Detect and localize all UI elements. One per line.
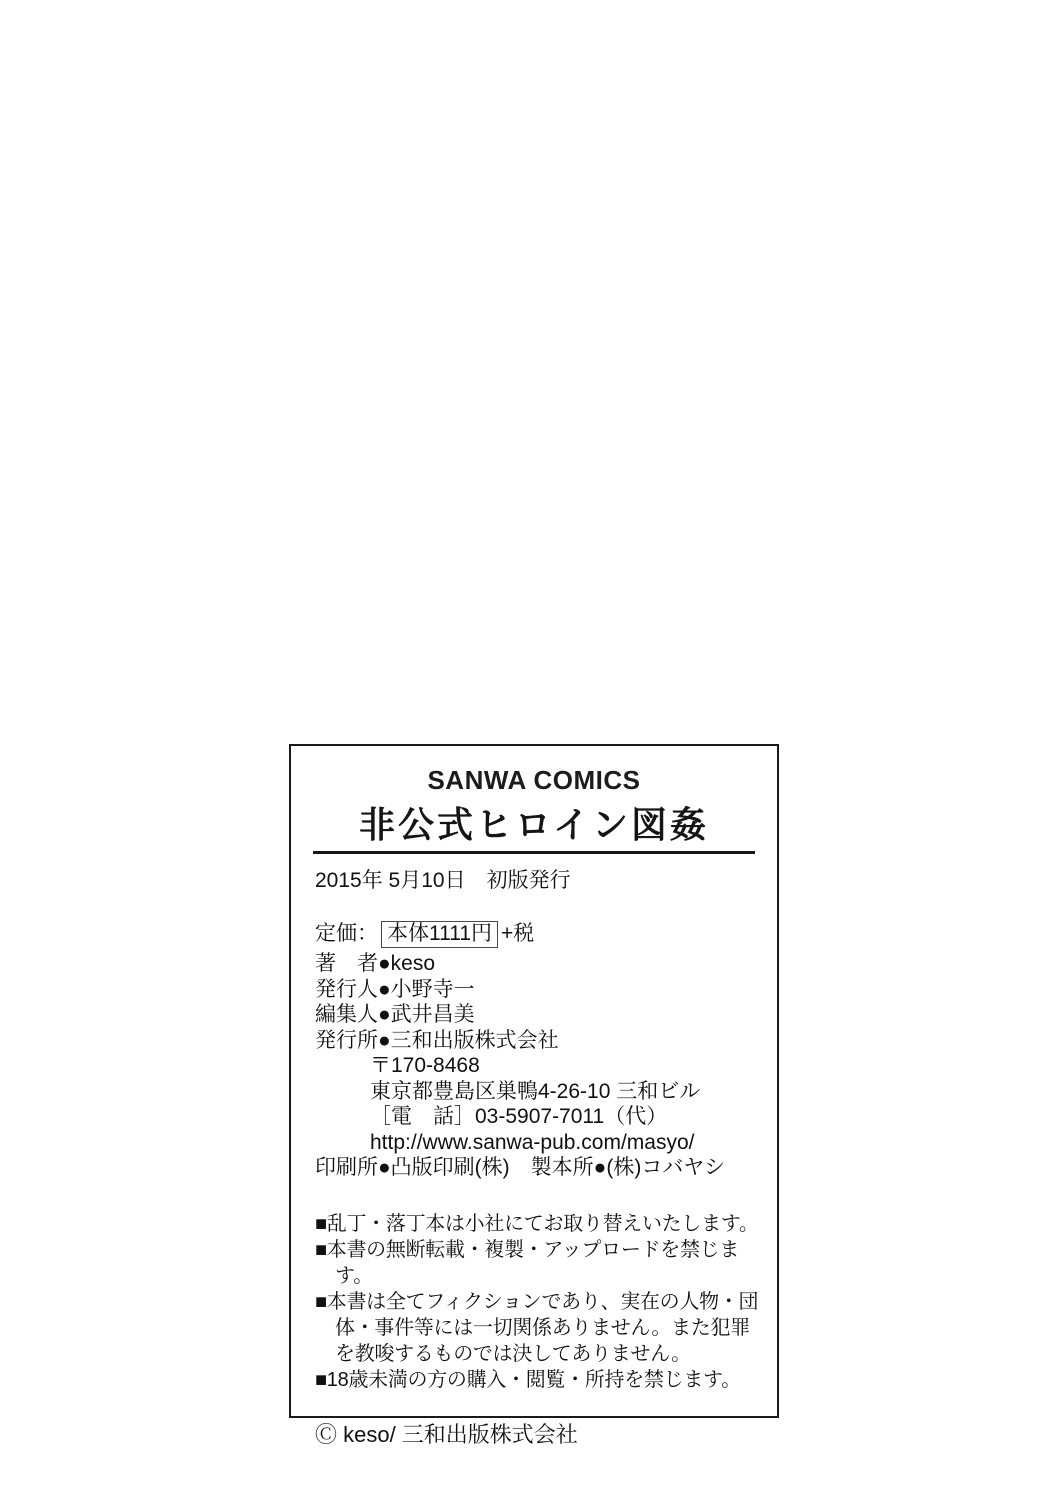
title-divider [313,851,755,854]
notice-fiction-disclaimer: ■本書は全てフィクションであり、実在の人物・団体・事件等には一切関係ありません。また犯罪を教唆するものでは決してありません。 [315,1290,759,1365]
copyright-line: Ⓒ keso/ 三和出版株式会社 [315,1421,578,1447]
price-row [315,921,777,948]
legal-notices [315,1211,759,1393]
street-address: 東京都豊島区巣鴨4-26-10 三和ビル [370,1079,701,1103]
notice-age-restriction: ■18歳未満の方の購入・閲覧・所持を禁じます。 [315,1368,741,1391]
credits-block [315,951,777,1053]
phone-number: ［電 話］03-5907-7011（代） [370,1105,668,1128]
price-label: 定価： [315,922,378,945]
printing-binding-credit: 印刷所●凸版印刷(株) 製本所●(株)コバヤシ [315,1156,726,1179]
credit-publishing-house: 発行所●三和出版株式会社 [315,1028,559,1052]
postal-code: 〒170-8468 [370,1054,480,1077]
price-boxed-value: 本体1111円 [381,921,498,948]
colophon-box [289,744,779,1447]
publisher-url: http://www.sanwa-pub.com/masyo/ [370,1130,695,1154]
credit-author: 著 者●keso [315,952,436,975]
book-title: 非公式ヒロイン図姦 [359,805,709,845]
credit-publisher-person: 発行人●小野寺一 [315,977,475,1001]
edition-date: 2015年 5月10日 初版発行 [315,869,571,892]
notice-no-reproduction: ■本書の無断転載・複製・アップロードを禁じます。 [315,1238,740,1287]
price-tax-suffix: +税 [501,922,535,945]
notice-replacement: ■乱丁・落丁本は小社にてお取り替えいたします。 [315,1212,759,1235]
publisher-address-block [370,1053,777,1155]
imprint-name: SANWA COMICS [427,765,641,795]
credit-editor: 編集人●武井昌美 [315,1003,475,1026]
